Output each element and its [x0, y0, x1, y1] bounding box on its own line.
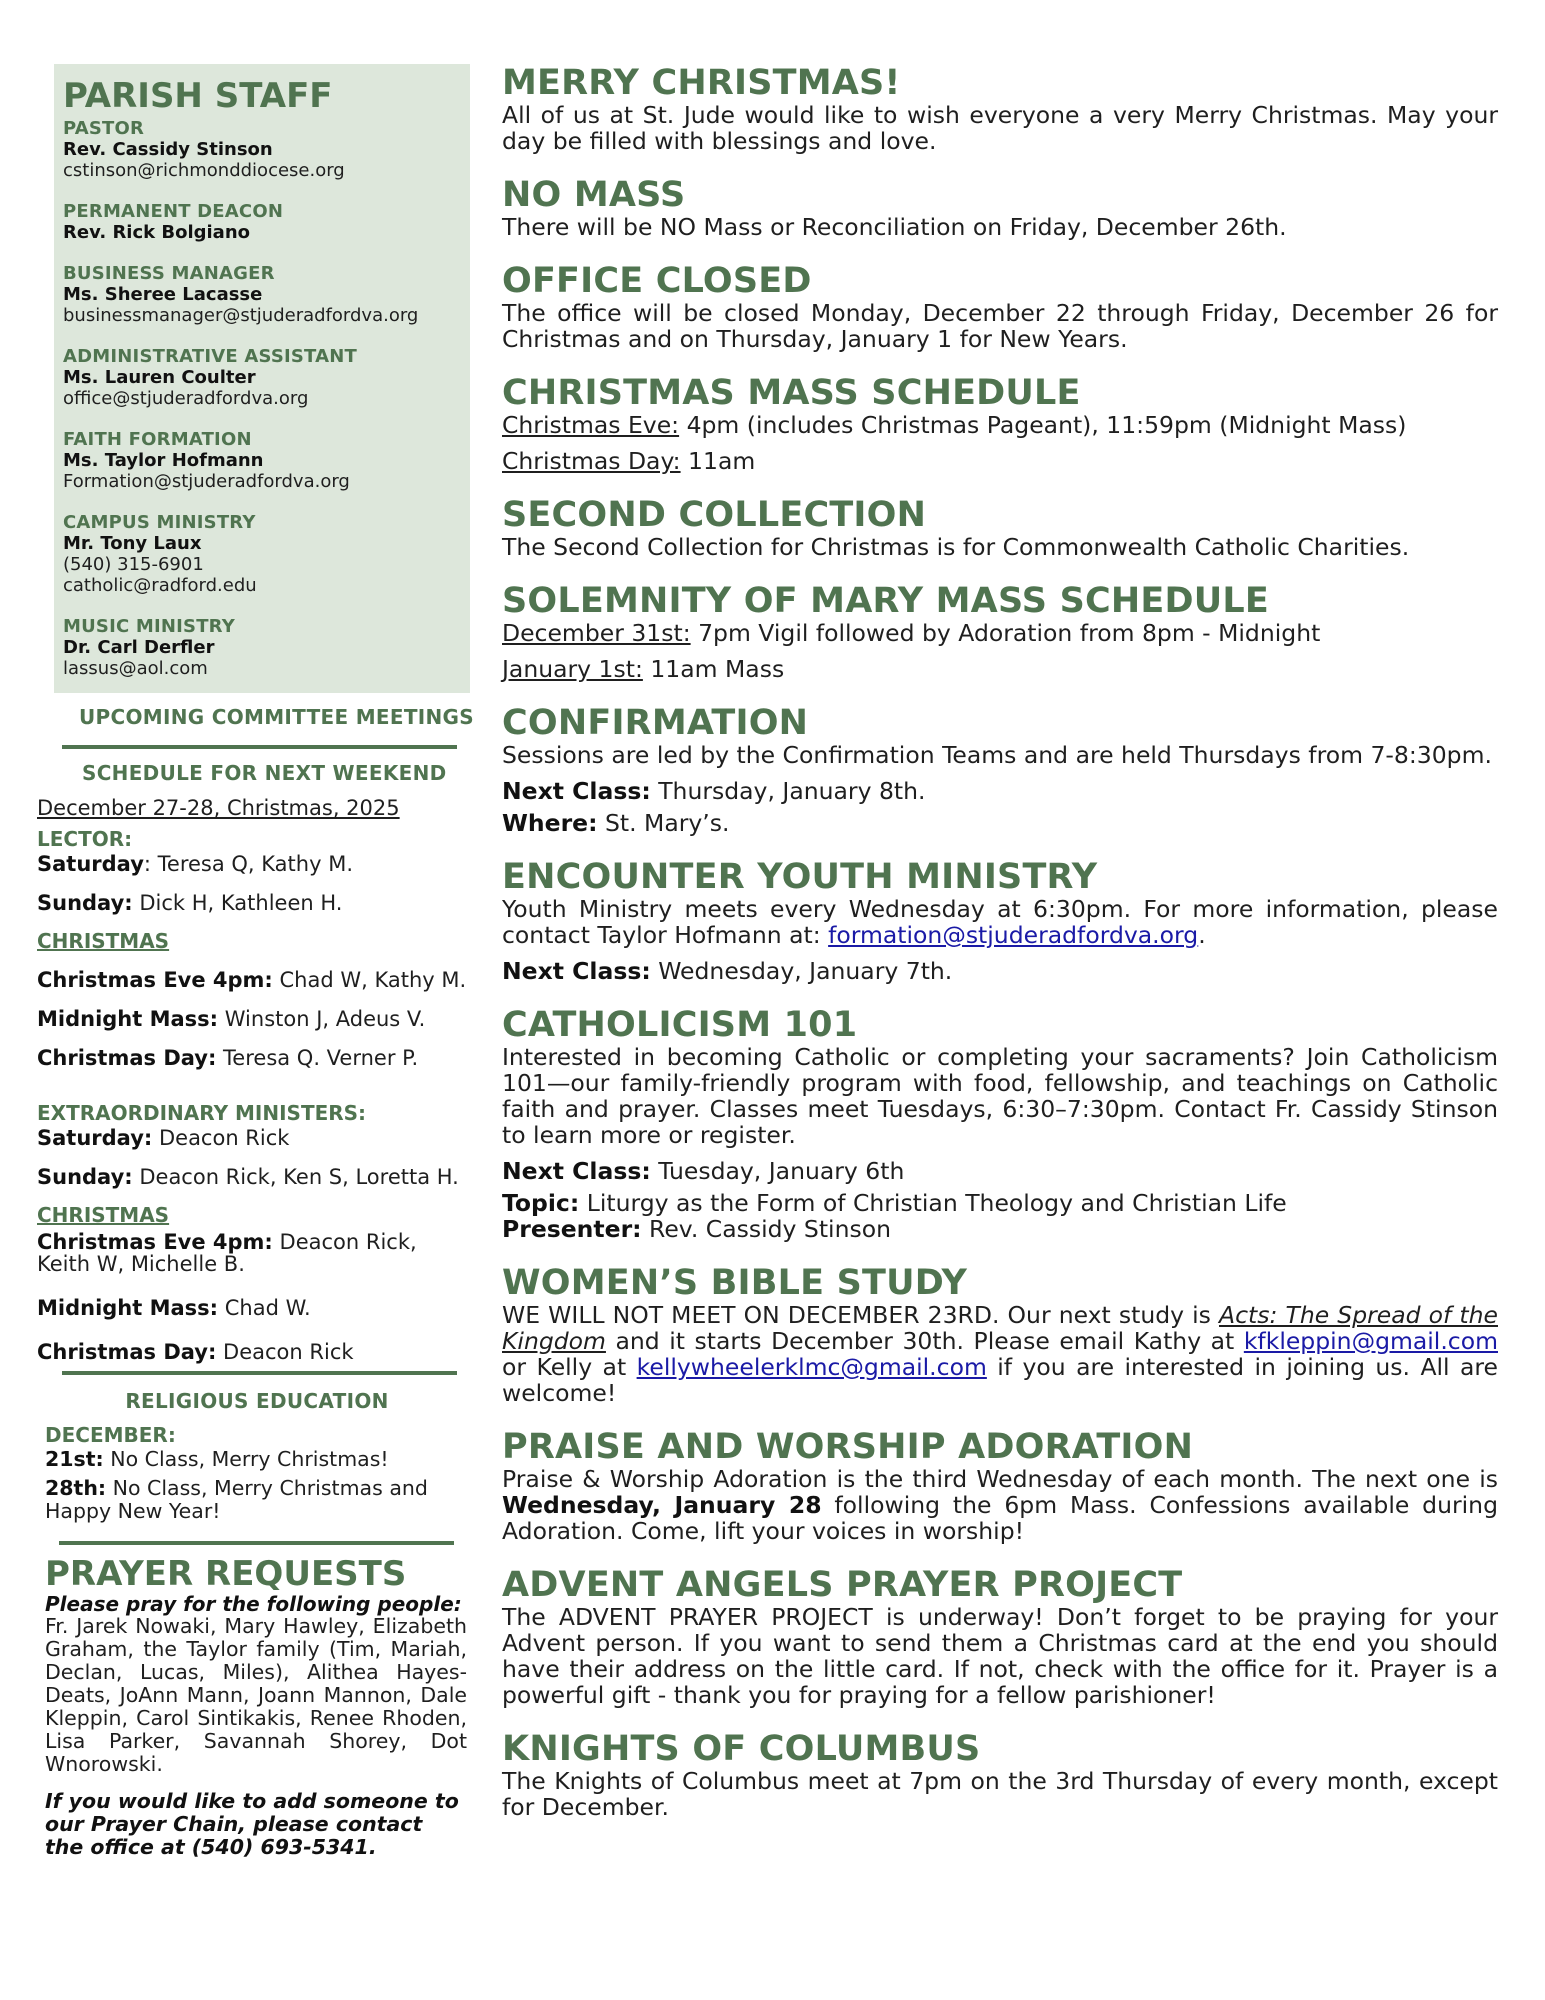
right-column	[502, 64, 1498, 1842]
role-name: Mr. Tony Laux	[63, 533, 202, 554]
cath101-topic: Topic: Liturgy as the Form of Christian Theology and Christian Life	[502, 1189, 1287, 1217]
article-body: WE WILL NOT MEET ON DECEMBER 23RD. Our next study is Acts: The Spread of the Kingdom and it starts December 30th. Please email Kathy at kfkleppin@gmail.com or Kelly at kellywheelerklmc@gmail.com if you are interested in joining us. All are welcome!	[502, 1301, 1498, 1407]
article-title: CHRISTMAS MASS SCHEDULE	[502, 373, 1081, 413]
staff-role-music-ministry	[63, 616, 461, 679]
article-body: There will be NO Mass or Reconciliation on Friday, December 26th.	[502, 213, 1287, 241]
staff-role-admin-assistant	[63, 346, 461, 409]
solemnity-jan: January 1st: 11am Mass	[502, 655, 785, 683]
youth-next: Next Class: Wednesday, January 7th.	[502, 957, 953, 985]
role-name: Rev. Cassidy Stinson	[63, 139, 273, 160]
role-title: PASTOR	[63, 118, 145, 139]
role-name: Dr. Carl Derfler	[63, 637, 215, 658]
article-title: NO MASS	[502, 175, 686, 215]
role-name: Ms. Lauren Coulter	[63, 367, 256, 388]
divider	[62, 1371, 457, 1375]
article-confirmation	[502, 704, 1498, 836]
article-knights	[502, 1730, 1498, 1820]
divider	[62, 745, 457, 749]
article-no-mass	[502, 176, 1498, 240]
article-body: Youth Ministry meets every Wednesday at 6:30pm. For more information, please contact Taylor Hofmann at: formation@stjuderadfordva.org.	[502, 895, 1498, 949]
cath101-next: Next Class: Tuesday, January 6th	[502, 1157, 905, 1185]
prayer-title: PRAYER REQUESTS	[45, 1554, 407, 1594]
article-title: KNIGHTS OF COLUMBUS	[502, 1729, 981, 1769]
em-sunday: Sunday: Deacon Rick, Ken S, Loretta H.	[37, 1165, 459, 1189]
religious-ed-28th: 28th: No Class, Merry Christmas and Happy New Year!	[45, 1476, 428, 1523]
role-title: BUSINESS MANAGER	[63, 263, 275, 284]
prayer-footer: If you would like to add someone to our Prayer Chain, please contact the office at (540) 693-5341.	[45, 1789, 459, 1859]
article-merry-christmas	[502, 64, 1498, 154]
article-body: All of us at St. Jude would like to wish everyone a very Merry Christmas. May your day be filled with blessings and love.	[502, 101, 1498, 155]
em-christmas-eve: Christmas Eve 4pm: Deacon Rick, Keith W, Michelle B.	[37, 1230, 417, 1276]
article-office-closed	[502, 262, 1498, 352]
committee-heading: UPCOMING COMMITTEE MEETINGS	[79, 705, 474, 729]
staff-role-pastor	[63, 118, 461, 181]
em-saturday: Saturday: Deacon Rick	[37, 1126, 290, 1150]
role-title: ADMINISTRATIVE ASSISTANT	[63, 346, 358, 367]
article-title: CONFIRMATION	[502, 703, 809, 743]
role-email[interactable]: Formation@stjuderadfordva.org	[63, 471, 350, 492]
cath101-presenter: Presenter: Rev. Cassidy Stinson	[502, 1215, 891, 1243]
confirmation-where: Where: St. Mary’s.	[502, 809, 730, 837]
schedule-day: Christmas Day: 11am	[502, 447, 756, 475]
left-column	[37, 64, 477, 1859]
article-body: The ADVENT PRAYER PROJECT is underway! Don’t forget to be praying for your Advent person. If you want to send them a Christmas card at the end you should have their address on the little card. If not, check with the office for it. Prayer is a powerful gift - thank you for praying for a fellow parishioner!	[502, 1603, 1498, 1709]
role-name: Ms. Sheree Lacasse	[63, 284, 263, 305]
staff-role-deacon	[63, 201, 461, 243]
lector-heading: LECTOR:	[37, 827, 133, 851]
prayer-intro: Please pray for the following people:	[45, 1592, 462, 1616]
article-catholicism-101	[502, 1006, 1498, 1242]
em-christmas-heading: CHRISTMAS	[37, 1203, 170, 1227]
schedule-heading: SCHEDULE FOR NEXT WEEKEND	[82, 761, 447, 785]
lector-midnight: Midnight Mass: Winston J, Adeus V.	[37, 1007, 426, 1031]
article-body: The office will be closed Monday, December 22 through Friday, December 26 for Christmas and on Thursday, January 1 for New Years.	[502, 299, 1498, 353]
staff-role-faith-formation	[63, 429, 461, 492]
religious-ed-month: DECEMBER:	[45, 1423, 176, 1447]
article-body: The Knights of Columbus meet at 7pm on the 3rd Thursday of every month, except for December.	[502, 1767, 1498, 1821]
article-title: OFFICE CLOSED	[502, 261, 812, 301]
role-phone[interactable]: (540) 315-6901	[63, 554, 204, 575]
article-title: ADVENT ANGELS PRAYER PROJECT	[502, 1565, 1183, 1605]
article-advent-angels	[502, 1566, 1498, 1708]
role-email[interactable]: businessmanager@stjuderadfordva.org	[63, 305, 419, 326]
role-email[interactable]: catholic@radford.edu	[63, 575, 257, 596]
staff-role-campus-ministry	[63, 512, 461, 596]
em-heading: EXTRAORDINARY MINISTERS:	[37, 1101, 367, 1125]
role-name: Ms. Taylor Hofmann	[63, 450, 264, 471]
em-midnight: Midnight Mass: Chad W.	[37, 1296, 311, 1320]
role-email[interactable]: lassus@aol.com	[63, 658, 208, 679]
religious-ed-body	[37, 1423, 477, 1523]
role-title: FAITH FORMATION	[63, 429, 252, 450]
article-christmas-schedule	[502, 374, 1498, 474]
role-title: MUSIC MINISTRY	[63, 616, 235, 637]
kelly-email-link[interactable]: kellywheelerklmc@gmail.com	[636, 1353, 987, 1381]
article-solemnity	[502, 582, 1498, 682]
article-womens-bible-study	[502, 1264, 1498, 1406]
article-title: MERRY CHRISTMAS!	[502, 63, 901, 103]
article-title: WOMEN’S BIBLE STUDY	[502, 1263, 968, 1303]
prayer-names: Fr. Jarek Nowaki, Mary Hawley, Elizabeth Graham, the Taylor family (Tim, Mariah, Declan, Lucas, Miles), Alithea Hayes-Deats, JoAnn Mann, Joann Mannon, Dale Kleppin, Carol Sintikakis, Renee Rhoden, Lisa Parker, Savannah Shorey, Dot Wnorowski.	[45, 1614, 467, 1776]
kathy-email-link[interactable]: kfkleppin@gmail.com	[1243, 1327, 1498, 1355]
parish-staff-box	[54, 64, 470, 693]
prayer-requests	[37, 1555, 467, 1859]
lector-saturday: Saturday: Teresa Q, Kathy M.	[37, 852, 353, 876]
lector-christmas-day: Christmas Day: Teresa Q. Verner P.	[37, 1046, 419, 1070]
schedule-date: December 27-28, Christmas, 2025	[37, 796, 400, 820]
article-second-collection	[502, 496, 1498, 560]
schedule-eve: Christmas Eve: 4pm (includes Christmas Pageant), 11:59pm (Midnight Mass)	[502, 411, 1407, 439]
role-title: CAMPUS MINISTRY	[63, 512, 256, 533]
youth-email-link[interactable]: formation@stjuderadfordva.org	[828, 921, 1199, 949]
lector-christmas-heading: CHRISTMAS	[37, 929, 170, 953]
article-title: ENCOUNTER YOUTH MINISTRY	[502, 857, 1098, 897]
article-body: Interested in becoming Catholic or completing your sacraments? Join Catholicism 101—our family-friendly program with food, fellowship, and teachings on Catholic faith and prayer. Classes meet Tuesdays, 6:30–7:30pm. Contact Fr. Cassidy Stinson to learn more or register.	[502, 1043, 1498, 1149]
lector-christmas-eve: Christmas Eve 4pm: Chad W, Kathy M.	[37, 968, 467, 992]
article-youth-ministry	[502, 858, 1498, 984]
staff-role-business-manager	[63, 263, 461, 326]
article-title: PRAISE AND WORSHIP ADORATION	[502, 1427, 1194, 1467]
solemnity-dec: December 31st: 7pm Vigil followed by Adoration from 8pm - Midnight	[502, 619, 1321, 647]
article-body: The Second Collection for Christmas is for Commonwealth Catholic Charities.	[502, 533, 1410, 561]
divider	[59, 1541, 454, 1545]
article-title: SOLEMNITY OF MARY MASS SCHEDULE	[502, 581, 1269, 621]
em-christmas-day: Christmas Day: Deacon Rick	[37, 1340, 354, 1364]
article-body: Praise & Worship Adoration is the third Wednesday of each month. The next one is Wednesday, January 28 following the 6pm Mass. Confessions available during Adoration. Come, lift your voices in worship!	[502, 1465, 1498, 1545]
article-body: Sessions are led by the Confirmation Teams and are held Thursdays from 7-8:30pm.	[502, 741, 1492, 769]
religious-ed-heading: RELIGIOUS EDUCATION	[125, 1389, 389, 1413]
article-title: CATHOLICISM 101	[502, 1005, 858, 1045]
religious-ed-21st: 21st: No Class, Merry Christmas!	[45, 1447, 389, 1471]
role-name: Rev. Rick Bolgiano	[63, 222, 251, 243]
lector-sunday: Sunday: Dick H, Kathleen H.	[37, 891, 343, 915]
role-email[interactable]: office@stjuderadfordva.org	[63, 388, 309, 409]
role-email[interactable]: cstinson@richmonddiocese.org	[63, 160, 345, 181]
role-title: PERMANENT DEACON	[63, 201, 284, 222]
article-title: SECOND COLLECTION	[502, 495, 927, 535]
article-praise-worship	[502, 1428, 1498, 1544]
confirmation-next: Next Class: Thursday, January 8th.	[502, 777, 926, 805]
parish-staff-title: PARISH STAFF	[63, 76, 333, 116]
